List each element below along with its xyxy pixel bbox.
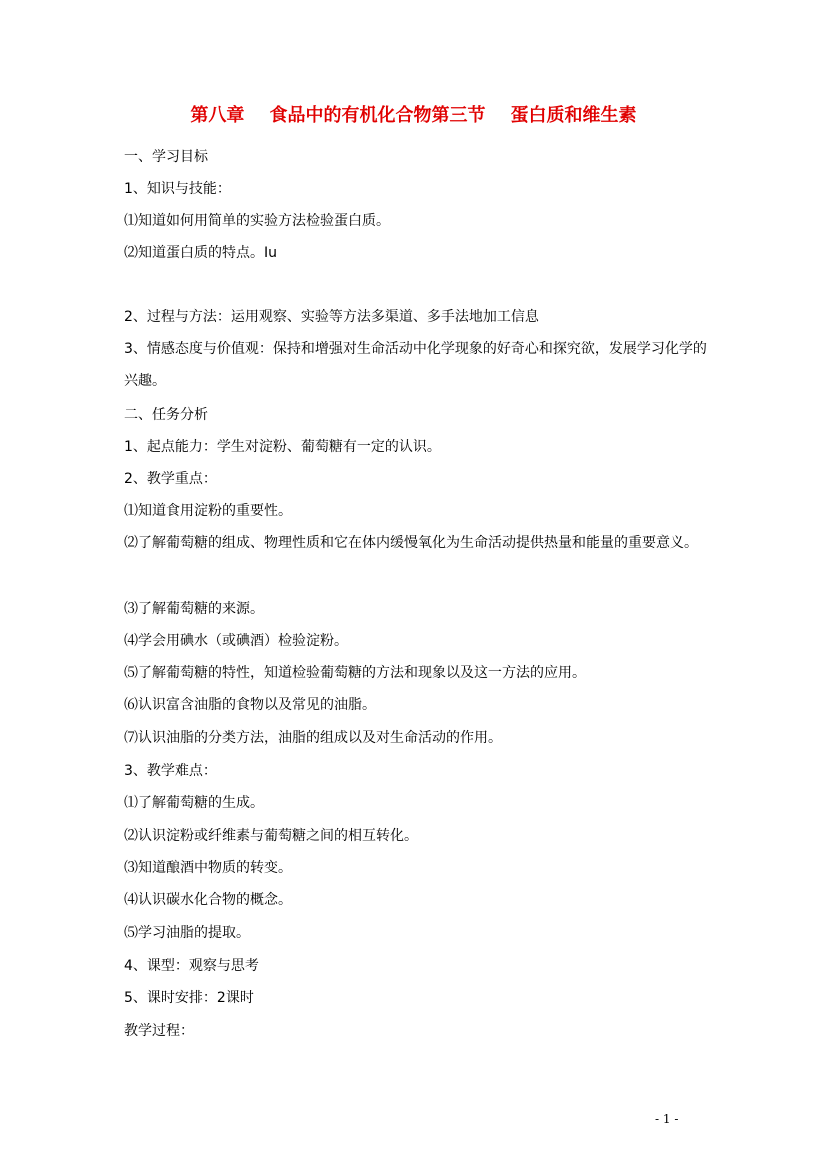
list-item: ⑶了解葡萄糖的来源。 (124, 601, 264, 617)
subsection-heading: 2、教学重点： (124, 471, 217, 487)
paragraph: 1、起点能力：学生对淀粉、葡萄糖有一定的认识。 (124, 439, 441, 455)
list-item: ⑴知道如何用简单的实验方法检验蛋白质。 (124, 213, 390, 229)
paragraph: 4、课型：观察与思考 (124, 958, 259, 974)
list-item: ⑺认识油脂的分类方法，油脂的组成以及对生命活动的作用。 (124, 730, 502, 746)
list-item: ⑵了解葡萄糖的组成、物理性质和它在体内缓慢氧化为生命活动提供热量和能量的重要意义。 (124, 535, 698, 551)
paragraph: 3、情感态度与价值观：保持和增强对生命活动中化学现象的好奇心和探究欲，发展学习化学的兴趣。 (124, 341, 707, 389)
list-item: ⑴了解葡萄糖的生成。 (124, 795, 264, 811)
subsection-heading: 1、知识与技能： (124, 181, 231, 197)
list-item: ⑵认识淀粉或纤维素与葡萄糖之间的相互转化。 (124, 828, 418, 844)
list-item: ⑴知道食用淀粉的重要性。 (124, 503, 292, 519)
list-item: ⑶知道酿酒中物质的转变。 (124, 860, 292, 876)
page-title: 第八章 食品中的有机化合物第三节 蛋白质和维生素 (190, 105, 637, 126)
subsection-heading: 教学过程： (124, 1023, 194, 1039)
subsection-heading: 3、教学难点： (124, 763, 217, 779)
list-item: ⑵知道蛋白质的特点。Iu (124, 245, 278, 261)
page-number: - 1 - (655, 1112, 679, 1126)
section-heading: 一、学习目标 (124, 149, 208, 165)
list-item: ⑷学会用碘水（或碘酒）检验淀粉。 (124, 633, 348, 649)
paragraph: 2、过程与方法：运用观察、实验等方法多渠道、多手法地加工信息 (124, 309, 539, 325)
section-heading: 二、任务分析 (124, 407, 208, 423)
list-item: ⑸了解葡萄糖的特性，知道检验葡萄糖的方法和现象以及这一方法的应用。 (124, 665, 586, 681)
list-item: ⑷认识碳水化合物的概念。 (124, 892, 292, 908)
list-item: ⑹认识富含油脂的食物以及常见的油脂。 (124, 697, 376, 713)
paragraph: 5、课时安排：2课时 (124, 990, 254, 1006)
list-item: ⑸学习油脂的提取。 (124, 925, 250, 941)
